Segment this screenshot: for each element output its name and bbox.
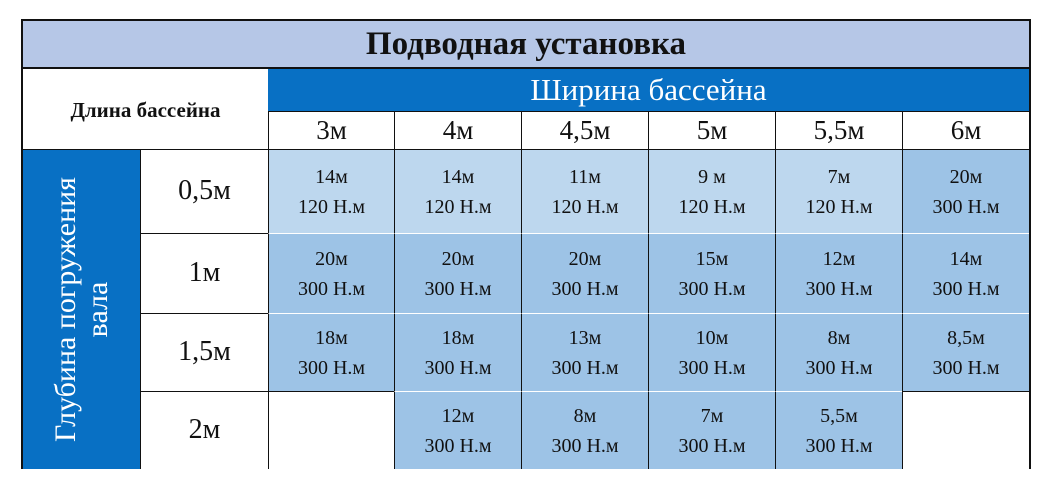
cell-length: 12м: [441, 404, 475, 427]
column-header: 6м: [902, 111, 1029, 149]
table-cell: [648, 149, 775, 233]
cell-torque: 120 Н.м: [297, 195, 366, 218]
table-cell: [775, 149, 902, 233]
cell-length: 8м: [827, 326, 851, 349]
grid-line: [140, 233, 268, 234]
cell-length: 5,5м: [820, 404, 858, 427]
cell-length: 15м: [695, 247, 729, 270]
table-cell: [648, 313, 775, 391]
cell-length: 20м: [315, 247, 348, 270]
table-cell: [394, 233, 521, 313]
cell-torque: 300 Н.м: [678, 356, 746, 379]
table-cell: [775, 233, 902, 313]
cell-length: 14м: [949, 247, 983, 270]
table-cell: [521, 313, 648, 391]
table-cell: [394, 313, 521, 391]
cell-torque: 300 Н.м: [805, 356, 873, 379]
column-header: 5м: [648, 111, 775, 149]
depth-label-line2: вала: [80, 281, 114, 337]
cell-length: 11м: [569, 165, 601, 188]
column-header: 4,5м: [521, 111, 648, 149]
cell-length: 10м: [695, 326, 729, 349]
table-cell: [648, 233, 775, 313]
cell-length: 7м: [827, 165, 851, 188]
depth-label-line1: Глубина погружения: [49, 176, 83, 442]
cell-torque: 120 Н.м: [551, 195, 619, 218]
cell-length: 9 м: [698, 165, 726, 188]
table-cell: [775, 391, 902, 469]
table-cell: [902, 149, 1029, 233]
cell-torque: 300 Н.м: [424, 356, 492, 379]
grid-line: [902, 391, 1029, 392]
table-cell: [394, 149, 521, 233]
cell-torque: 300 Н.м: [805, 434, 873, 457]
table-cell: [902, 313, 1029, 391]
cell-torque: 300 Н.м: [932, 277, 1000, 300]
cell-torque: 300 Н.м: [551, 356, 619, 379]
cell-length: 20м: [441, 247, 475, 270]
cell-torque: 120 Н.м: [424, 195, 492, 218]
table-cell: [775, 313, 902, 391]
cell-torque: 300 Н.м: [551, 434, 619, 457]
cell-torque: 300 Н.м: [551, 277, 619, 300]
table-cell: [521, 149, 648, 233]
cell-length: 18м: [441, 326, 475, 349]
table-cell: [268, 149, 394, 233]
depth-side-label: [23, 149, 140, 469]
cell-length: 20м: [568, 247, 602, 270]
row-header: 2м: [140, 391, 268, 469]
cell-torque: 300 Н.м: [932, 356, 1000, 379]
pool-length-label: Длина бассейна: [23, 69, 268, 151]
row-header: 1,5м: [140, 313, 268, 391]
cell-torque: 120 Н.м: [678, 195, 746, 218]
cell-torque: 300 Н.м: [297, 356, 366, 379]
cell-length: 8,5м: [947, 326, 985, 349]
cell-torque: 300 Н.м: [424, 434, 492, 457]
grid-line: [268, 111, 1029, 112]
row-header: 0,5м: [140, 149, 268, 233]
pool-width-header: Ширина бассейна: [268, 69, 1029, 111]
cell-torque: 300 Н.м: [805, 277, 873, 300]
cell-torque: 300 Н.м: [932, 195, 1000, 218]
cell-length: 14м: [315, 165, 348, 188]
table-cell: [268, 313, 394, 391]
table-cell: [521, 391, 648, 469]
cell-length: 12м: [822, 247, 856, 270]
cell-torque: 300 Н.м: [678, 277, 746, 300]
table-cell: [394, 391, 521, 469]
table-cell: [268, 233, 394, 313]
cell-length: 14м: [441, 165, 475, 188]
grid-line: [140, 391, 268, 392]
empty-cell: [268, 391, 394, 469]
column-header: 5,5м: [775, 111, 902, 149]
cell-length: 8м: [573, 404, 597, 427]
cell-torque: 300 Н.м: [678, 434, 746, 457]
table-cell: [902, 233, 1029, 313]
column-header: 3м: [268, 111, 394, 149]
depth-label-text: [50, 177, 113, 442]
grid-line: [268, 391, 394, 392]
cell-torque: 300 Н.м: [424, 277, 492, 300]
cell-length: 20м: [949, 165, 983, 188]
cell-length: 7м: [700, 404, 724, 427]
pool-table: [21, 19, 1031, 469]
cell-torque: 120 Н.м: [805, 195, 873, 218]
page-title: Подводная установка: [23, 21, 1029, 69]
table-cell: [521, 233, 648, 313]
cell-length: 13м: [568, 326, 602, 349]
grid-line: [23, 149, 1029, 150]
table-cell: [648, 391, 775, 469]
empty-cell: [902, 391, 1029, 469]
cell-torque: 300 Н.м: [297, 277, 366, 300]
row-header: 1м: [140, 233, 268, 313]
cell-length: 18м: [315, 326, 348, 349]
column-header: 4м: [394, 111, 521, 149]
grid-line: [140, 313, 268, 314]
